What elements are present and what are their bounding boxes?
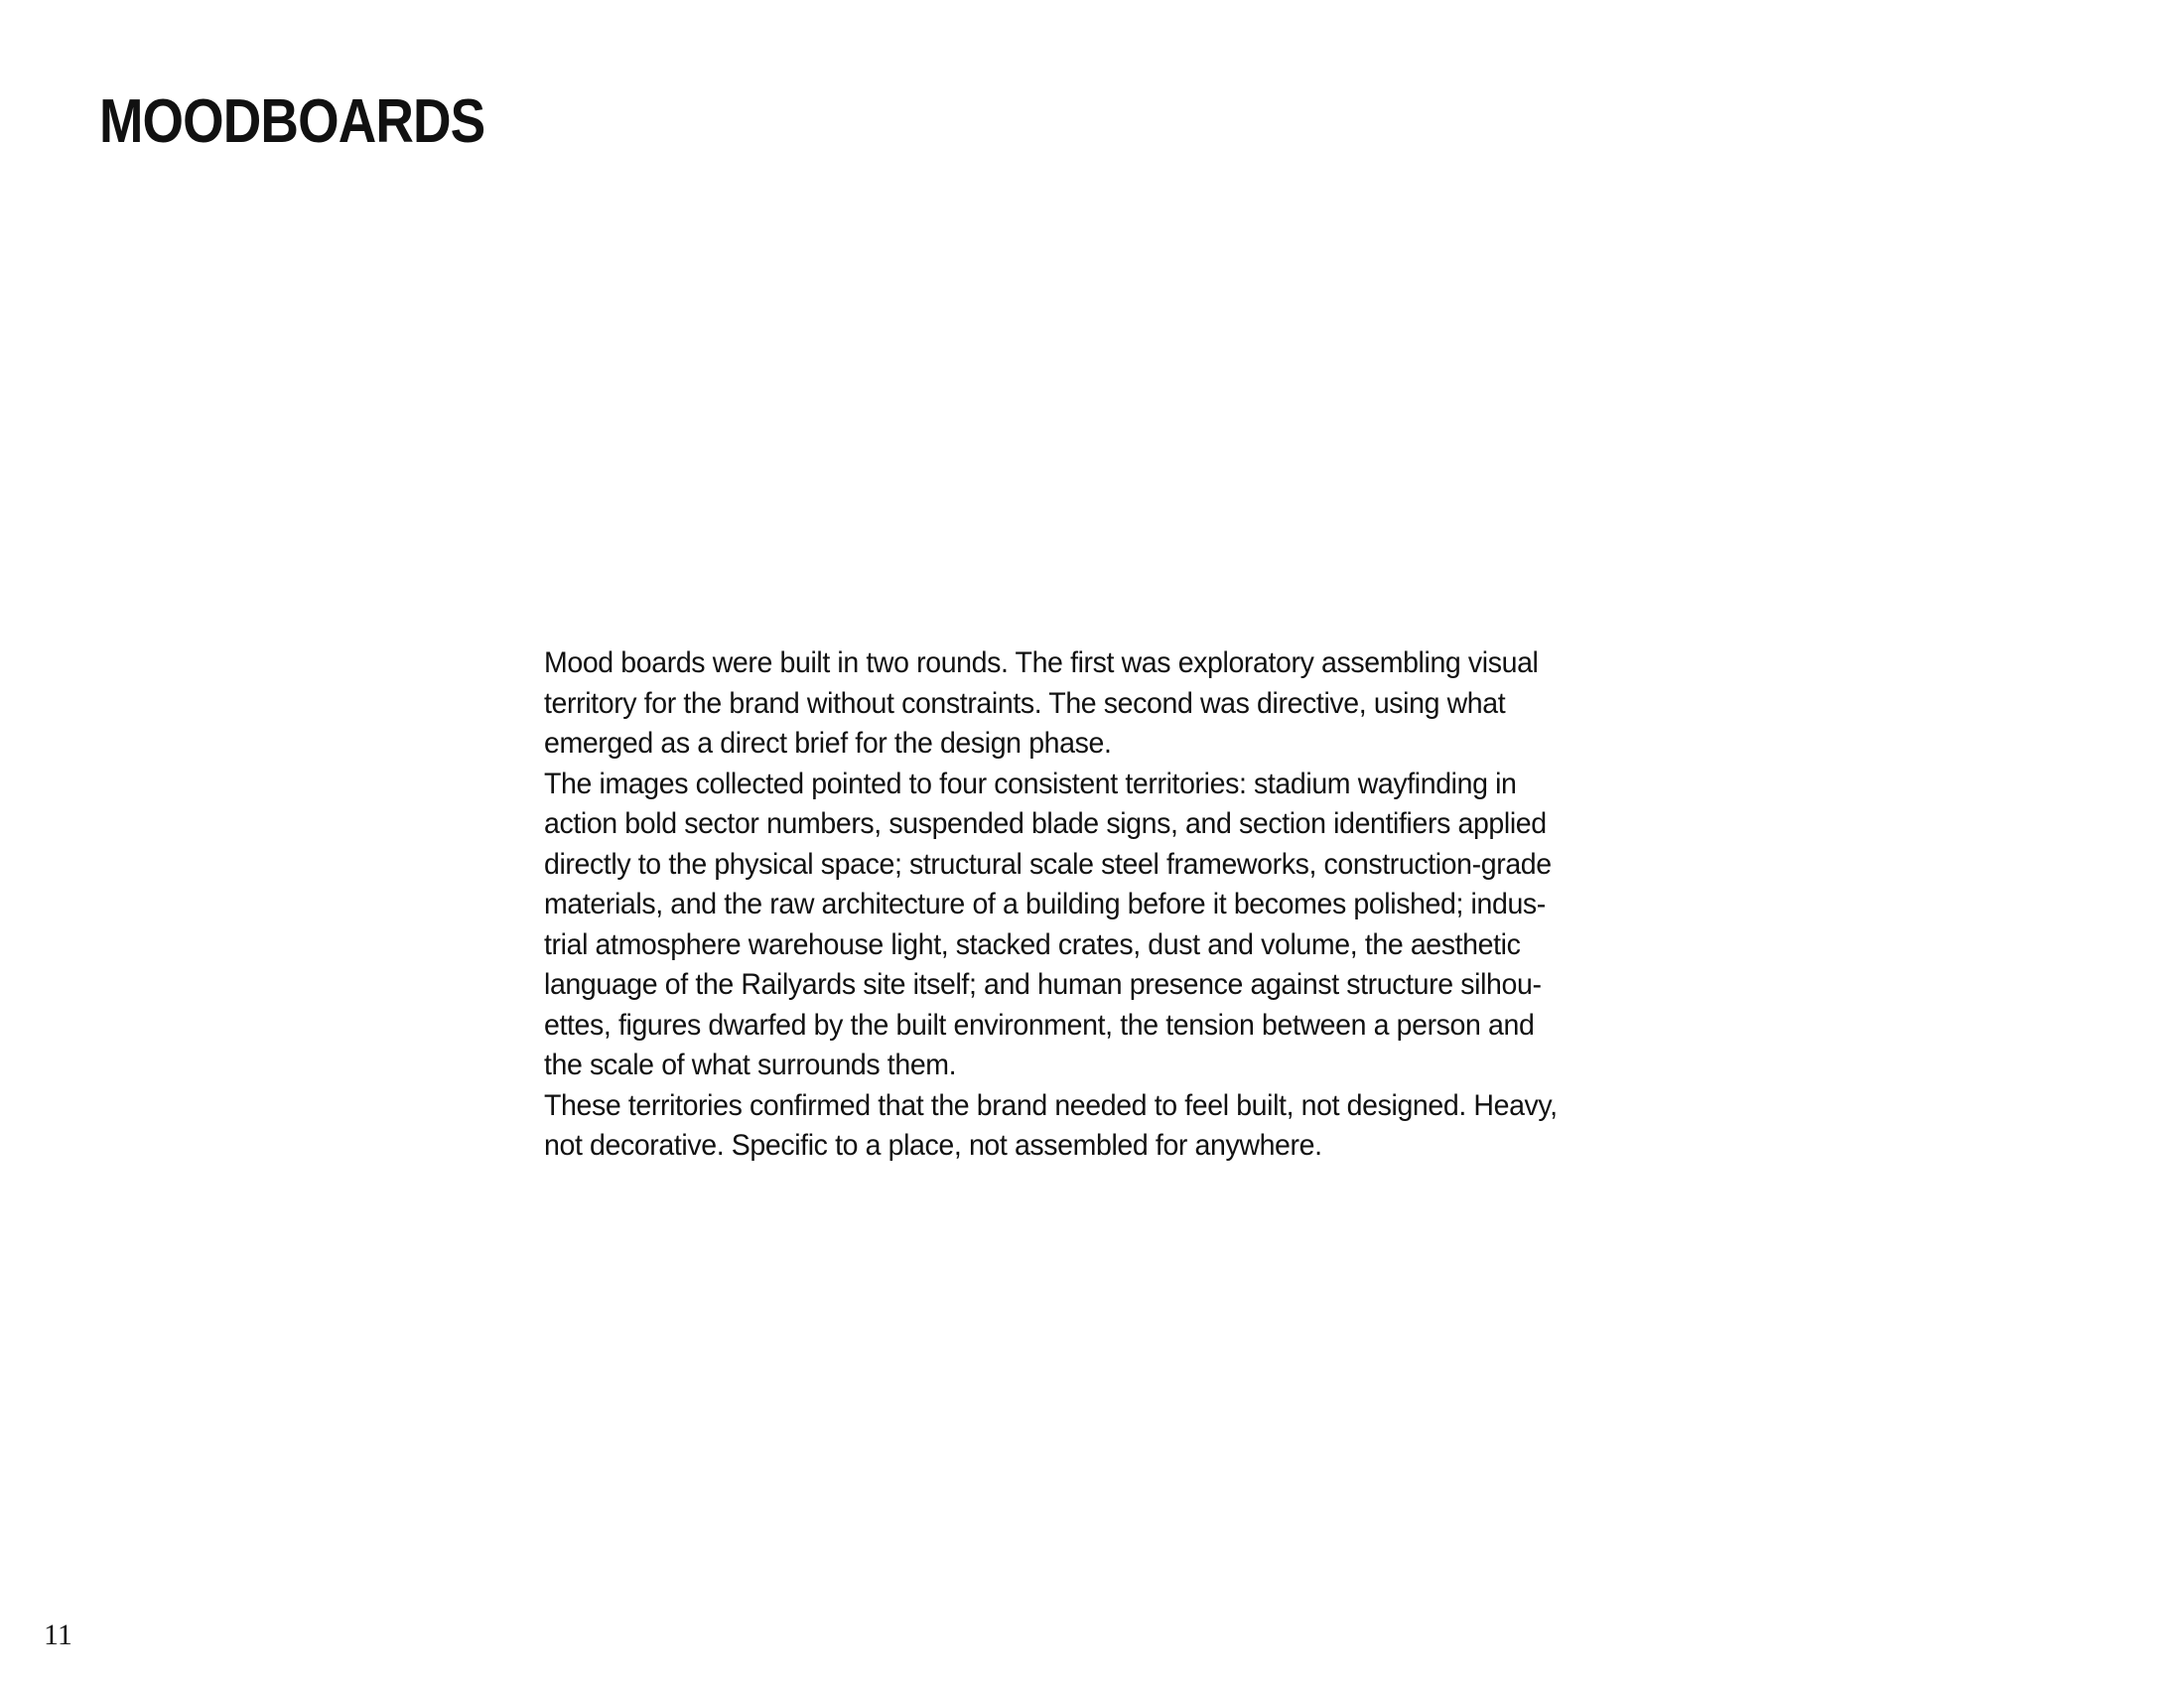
body-line: ettes, figures dwarfed by the built environment, the tension between a person and (544, 1008, 1535, 1042)
body-line: action bold sector numbers, suspended blade signs, and section identifiers applied (544, 807, 1547, 840)
page-title: MOODBOARDS (99, 87, 485, 156)
page-number: 11 (44, 1618, 72, 1651)
body-line: directly to the physical space; structural scale steel frameworks, construction-grade (544, 847, 1552, 881)
body-line: Mood boards were built in two rounds. The first was exploratory assembling visual (544, 646, 1539, 679)
body-line: The images collected pointed to four consistent territories: stadium wayfinding in (544, 767, 1517, 800)
body-line: the scale of what surrounds them. (544, 1049, 957, 1081)
body-line: not decorative. Specific to a place, not assembled for anywhere. (544, 1129, 1322, 1162)
body-line: language of the Railyards site itself; and human presence against structure silhou- (544, 968, 1542, 1001)
body-line: territory for the brand without constraints. The second was directive, using what (544, 686, 1506, 720)
body-text (544, 643, 1638, 1167)
body-line: materials, and the raw architecture of a building before it becomes polished; indus- (544, 888, 1546, 920)
body-line: These territories confirmed that the brand needed to feel built, not designed. Heavy, (544, 1088, 1558, 1122)
body-line: trial atmosphere warehouse light, stacked crates, dust and volume, the aesthetic (544, 927, 1521, 961)
body-line: emerged as a direct brief for the design phase. (544, 727, 1112, 760)
